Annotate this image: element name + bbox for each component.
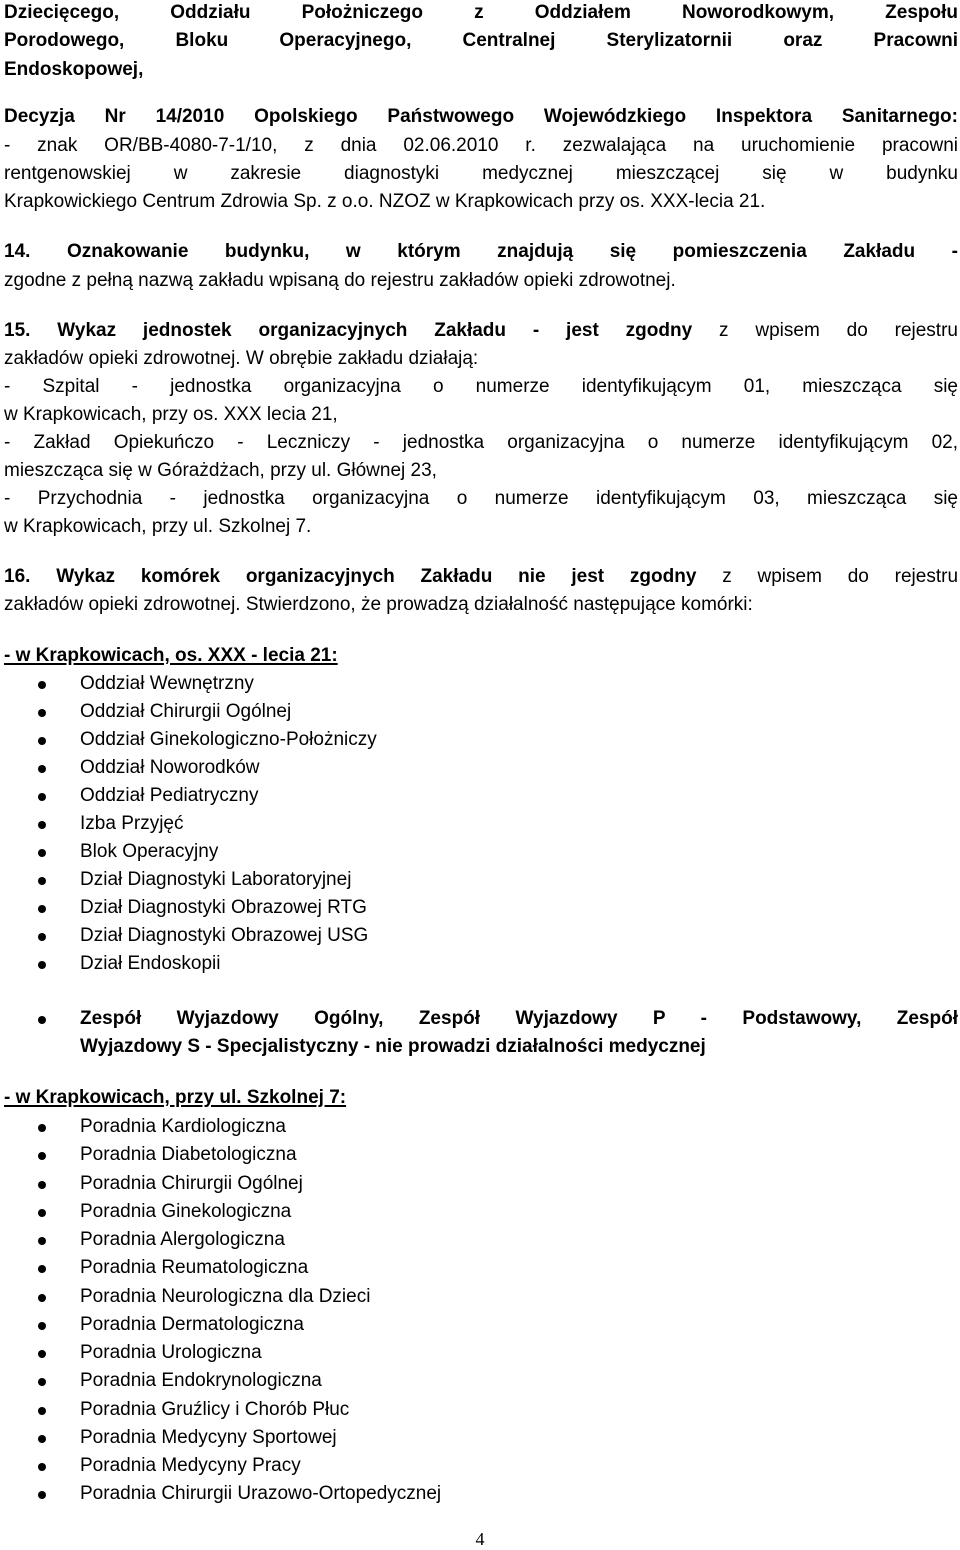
list-item: Poradnia Neurologiczna dla Dzieci — [80, 1286, 371, 1307]
list-item: Poradnia Gruźlicy i Chorób Płuc — [80, 1399, 350, 1420]
list-item: Oddział Chirurgii Ogólnej — [80, 701, 292, 722]
list-item: Oddział Wewnętrzny — [80, 673, 254, 694]
intro-line-1: Dziecięcego, Oddziału Położniczego z Oddziałem Noworodkowym, Zespołu — [4, 2, 958, 23]
decision-line-3: rentgenowskiej w zakresie diagnostyki medycznej mieszczącej się w budynku — [4, 163, 958, 184]
list-item: Poradnia Chirurgii Ogólnej — [80, 1173, 303, 1194]
paragraph-15-number: 15. — [4, 320, 31, 341]
list-item: Poradnia Dermatologiczna — [80, 1314, 304, 1335]
paragraph-15-line-6: mieszcząca się w Górażdżach, przy ul. Głównej 23, — [4, 460, 437, 481]
paragraph-14-line-2: zgodne z pełną nazwą zakładu wpisaną do rejestru zakładów opieki zdrowotnej. — [4, 270, 676, 291]
list-item: Poradnia Reumatologiczna — [80, 1257, 309, 1278]
list-item: Poradnia Kardiologiczna — [80, 1116, 286, 1137]
paragraph-16-heading: Wykaz komórek organizacyjnych Zakładu nie jest zgodny — [56, 566, 697, 587]
paragraph-16-heading-rest: z wpisem do rejestru — [722, 566, 959, 587]
paragraph-14-heading: Oznakowanie budynku, w którym znajdują się pomieszczenia Zakładu - — [66, 241, 958, 262]
intro-line-2: Porodowego, Bloku Operacyjnego, Centralnej Sterylizatornii oraz Pracowni — [4, 30, 958, 51]
list-item: Poradnia Alergologiczna — [80, 1229, 285, 1250]
page-number: 4 — [475, 1529, 485, 1549]
paragraph-15-line-5: - Zakład Opiekuńczo - Leczniczy - jednostka organizacyjna o numerze identyfikującym 02, — [4, 432, 958, 453]
paragraph-15-line-2: zakładów opieki zdrowotnej. W obrębie zakładu działają: — [4, 348, 479, 369]
paragraph-15-line-8: w Krapkowicach, przy ul. Szkolnej 7. — [4, 516, 312, 537]
list-item: Oddział Ginekologiczno-Położniczy — [80, 729, 377, 750]
paragraph-15-line-4: w Krapkowicach, przy os. XXX lecia 21, — [4, 404, 338, 425]
list-item: Dział Diagnostyki Laboratoryjnej — [80, 869, 352, 890]
list-item: Poradnia Medycyny Sportowej — [80, 1427, 337, 1448]
list-item: Dział Endoskopii — [80, 953, 221, 974]
list-item: Poradnia Medycyny Pracy — [80, 1455, 301, 1476]
paragraph-14-number: 14. — [4, 241, 31, 262]
intro-line-3: Endoskopowej, — [4, 59, 144, 80]
list-item: Dział Diagnostyki Obrazowej USG — [80, 925, 369, 946]
decision-line-2: - znak OR/BB-4080-7-1/10, z dnia 02.06.2010 r. zezwalająca na uruchomienie pracowni — [4, 135, 958, 156]
list-item: Oddział Pediatryczny — [80, 785, 259, 806]
list-item: Blok Operacyjny — [80, 841, 219, 862]
paragraph-16-number: 16. — [4, 566, 31, 587]
list-item-note-line-2: Wyjazdowy S - Specjalistyczny - nie prowadzi działalności medycznej — [80, 1036, 706, 1057]
paragraph-15-line-7: - Przychodnia - jednostka organizacyjna o numerze identyfikującym 03, mieszcząca się — [4, 488, 958, 509]
decision-line-4: Krapkowickiego Centrum Zdrowia Sp. z o.o. NZOZ w Krapkowicach przy os. XXX-lecia 21. — [4, 191, 766, 212]
list-item-note: Zespół Wyjazdowy Ogólny, Zespół Wyjazdowy P - Podstawowy, Zespół — [80, 1008, 958, 1029]
decision-title: Decyzja Nr 14/2010 Opolskiego Państwowego Wojewódzkiego Inspektora Sanitarnego: — [4, 106, 958, 127]
section-2-heading: - w Krapkowicach, przy ul. Szkolnej 7: — [4, 1087, 347, 1108]
list-item: Oddział Noworodków — [80, 757, 260, 778]
section-1-heading: - w Krapkowicach, os. XXX - lecia 21: — [4, 645, 338, 666]
paragraph-15-line-1 — [4, 320, 958, 342]
list-item: Poradnia Diabetologiczna — [80, 1144, 297, 1165]
list-item: Poradnia Ginekologiczna — [80, 1201, 292, 1222]
list-item: Poradnia Chirurgii Urazowo-Ortopedycznej — [80, 1483, 442, 1504]
list-item: Izba Przyjęć — [80, 813, 184, 834]
list-item: Poradnia Endokrynologiczna — [80, 1370, 322, 1391]
list-item: Dział Diagnostyki Obrazowej RTG — [80, 897, 367, 918]
list-item: Poradnia Urologiczna — [80, 1342, 262, 1363]
paragraph-16-line-1 — [4, 566, 958, 588]
paragraph-16-line-2: zakładów opieki zdrowotnej. Stwierdzono, że prowadzą działalność następujące komórki: — [4, 594, 753, 615]
paragraph-14-line-1 — [4, 241, 958, 263]
paragraph-15-line-3: - Szpital - jednostka organizacyjna o numerze identyfikującym 01, mieszcząca się — [4, 376, 958, 397]
paragraph-15-heading-rest: z wpisem do rejestru — [719, 320, 958, 341]
paragraph-15-heading: Wykaz jednostek organizacyjnych Zakładu - jest zgodny — [57, 320, 693, 341]
